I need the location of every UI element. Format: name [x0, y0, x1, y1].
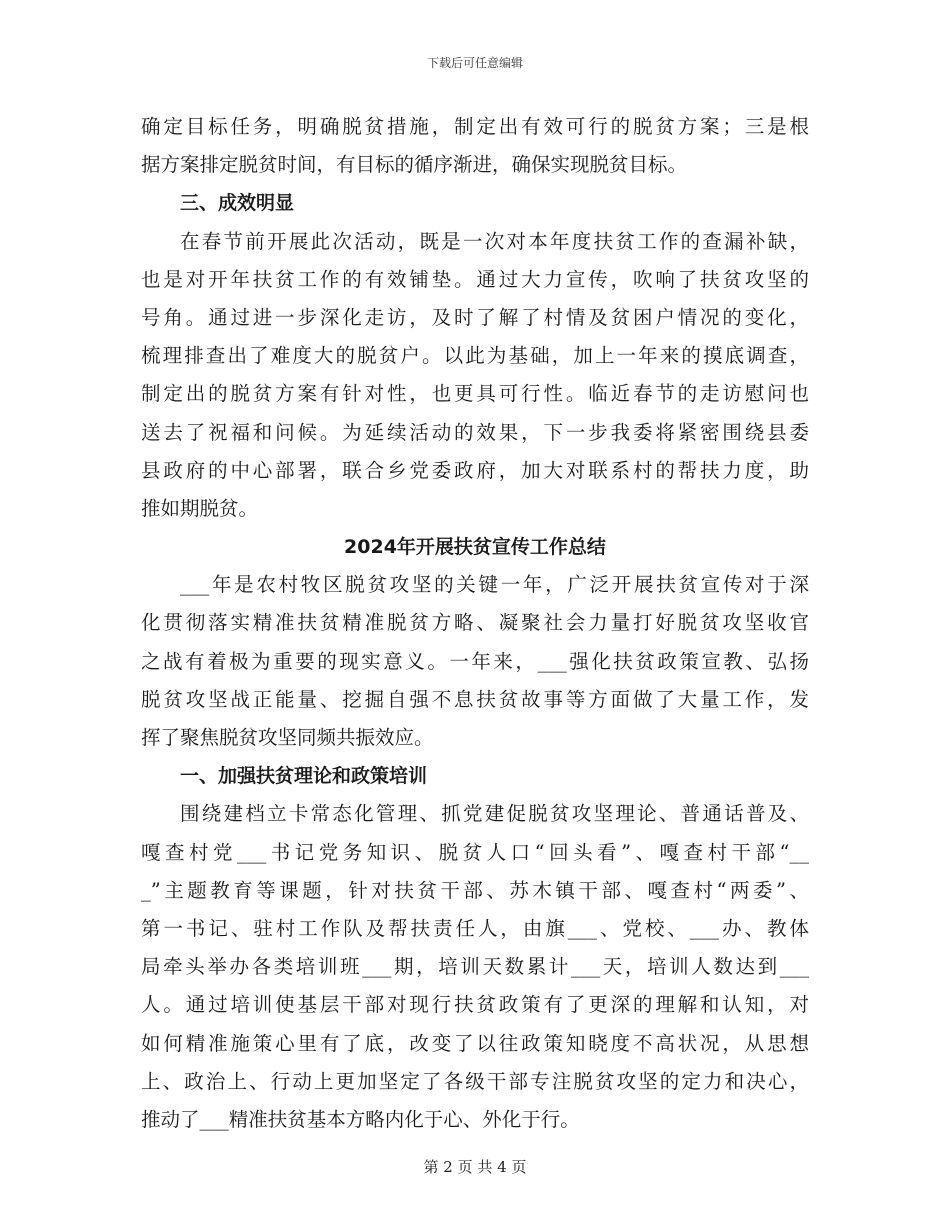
body-line: 确定目标任务，明确脱贫措施，制定出有效可行的脱贫方案；三是根: [141, 115, 809, 138]
body-line: 如何精准施策心里有了底，改变了以往政策知晓度不高状况，从思想: [141, 1031, 809, 1055]
body-line: 也是对开年扶贫工作的有效铺垫。通过大力宣传，吹响了扶贫攻坚的: [141, 267, 809, 291]
document-title: 2024年开展扶贫宣传工作总结: [344, 536, 606, 559]
body-line: 嘎查村党___书记党务知识、脱贫人口“回头看”、嘎查村干部“__: [141, 840, 809, 864]
body-line: 制定出的脱贫方案有针对性，也更具可行性。临近春节的走访慰问也: [141, 382, 809, 406]
body-line: 在春节前开展此次活动，既是一次对本年度扶贫工作的查漏补缺，: [180, 229, 809, 253]
body-line: _”主题教育等课题，针对扶贫干部、苏木镇干部、嘎查村“两委”、: [141, 878, 809, 902]
body-line: 围绕建档立卡常态化管理、抓党建促脱贫攻坚理论、普通话普及、: [180, 802, 809, 826]
section-heading: 三、成效明显: [180, 192, 295, 215]
page-header: 下载后可任意编辑: [426, 56, 523, 70]
body-line: 推如期脱贫。: [141, 496, 259, 520]
body-line: 据方案排定脱贫时间，有目标的循序渐进，确保实现脱贫目标。: [141, 153, 688, 177]
body-line: 县政府的中心部署，联合乡党委政府，加大对联系村的帮扶力度，助: [141, 458, 809, 482]
body-line: 挥了聚焦脱贫攻坚同频共振效应。: [141, 726, 434, 749]
body-line: 号角。通过进一步深化走访，及时了解了村情及贫困户情况的变化，: [141, 305, 809, 329]
body-line: 推动了___精准扶贫基本方略内化于心、外化于行。: [141, 1107, 580, 1131]
document-body: [141, 108, 809, 1139]
body-line: 局牵头举办各类培训班___期，培训天数累计___天，培训人数达到___: [141, 955, 809, 979]
body-line: 梳理排查出了难度大的脱贫户。以此为基础，加上一年来的摸底调查，: [141, 344, 809, 368]
body-line: 之战有着极为重要的现实意义。一年来，___强化扶贫政策宣教、弘扬: [141, 649, 809, 673]
body-line: 化贯彻落实精准扶贫精准脱贫方略、凝聚社会力量打好脱贫攻坚收官: [141, 611, 809, 635]
body-line: 上、政治上、行动上更加坚定了各级干部专注脱贫攻坚的定力和决心，: [141, 1069, 809, 1093]
page-footer: 第 2 页 共 4 页: [423, 1158, 527, 1176]
body-line: 送去了祝福和问候。为延续活动的效果，下一步我委将紧密围绕县委: [141, 420, 809, 444]
body-line: ___年是农村牧区脱贫攻坚的关键一年，广泛开展扶贫宣传对于深: [180, 573, 809, 597]
body-line: 第一书记、驻村工作队及帮扶责任人，由旗___、党校、___办、教体: [141, 916, 809, 940]
body-line: 人。通过培训使基层干部对现行扶贫政策有了更深的理解和认知，对: [141, 993, 809, 1017]
section-heading: 一、加强扶贫理论和政策培训: [180, 765, 428, 788]
body-line: 脱贫攻坚战正能量、挖掘自强不息扶贫故事等方面做了大量工作，发: [141, 687, 809, 711]
